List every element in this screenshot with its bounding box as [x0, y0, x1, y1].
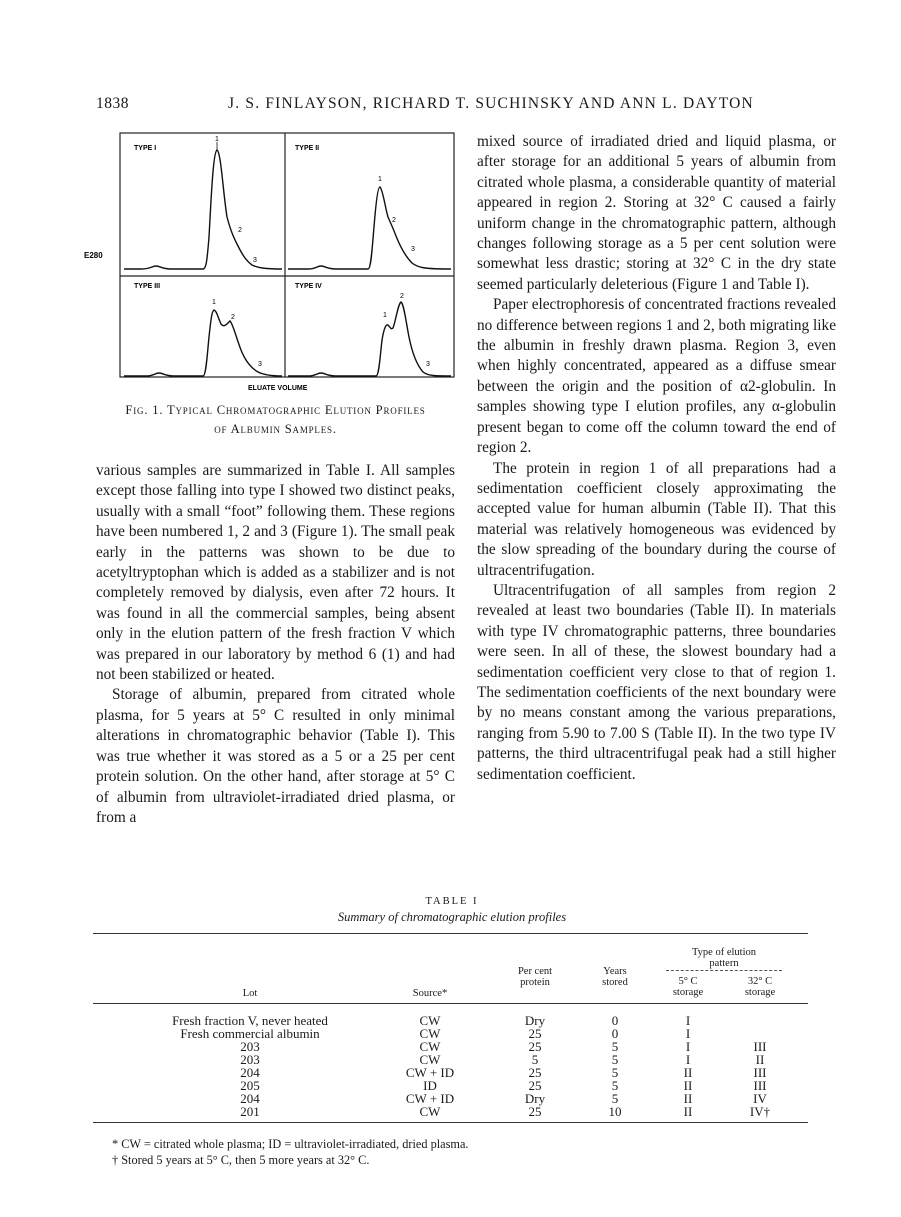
- cell-thirtytwo: III: [753, 1078, 767, 1093]
- panel-title-type-i: TYPE I: [134, 145, 157, 152]
- peak-label-iv-1: 1: [383, 312, 387, 319]
- cell-years: 5: [611, 1065, 619, 1080]
- cell-source: CW + ID: [405, 1091, 455, 1106]
- right-paragraph-2: Paper electrophoresis of concentrated fractions revealed no difference between regions 1 and 2, both migrating like the albumin in freshly drawn plasma. Region 3, even when highly concentrated, appeared as a diffuse smear between the origin and the position of α2-globulin. In samples showing type I elution profiles, any α-globulin present began to come off the column toward the end of region 2.: [477, 296, 836, 457]
- table-top-rule: [93, 933, 808, 934]
- panel-title-type-ii: TYPE II: [295, 145, 320, 152]
- cell-percent: Dry: [524, 1013, 546, 1028]
- curve-type-i: [124, 150, 282, 269]
- cell-source: CW: [419, 1039, 441, 1054]
- page-number: 1838: [96, 95, 129, 112]
- cell-percent: 25: [528, 1078, 542, 1093]
- x-axis-label: ELUATE VOLUME: [248, 385, 308, 392]
- cell-lot: 201: [240, 1104, 260, 1119]
- peak-label-i-3: 3: [253, 257, 257, 264]
- cell-five: I: [685, 1039, 691, 1054]
- table-subtitle: Summary of chromatographic elution profiles: [337, 910, 567, 924]
- peak-label-iii-2: 2: [231, 314, 235, 321]
- cell-source: ID: [423, 1078, 437, 1093]
- table-footnote-1: * CW = citrated whole plasma; ID = ultraviolet-irradiated, dried plasma.: [112, 1137, 469, 1151]
- peak-label-iii-3: 3: [258, 361, 262, 368]
- figure-frame: [120, 133, 454, 377]
- cell-lot: 204: [240, 1065, 260, 1080]
- cell-years: 5: [611, 1039, 619, 1054]
- table-footnote-2: † Stored 5 years at 5° C, then 5 more years at 32° C.: [112, 1153, 370, 1167]
- cell-lot: 203: [240, 1039, 260, 1054]
- panel-title-type-iii: TYPE III: [134, 283, 161, 290]
- header-thirtytwo-c: 32° C storage: [744, 976, 776, 998]
- table-bottom-rule: [93, 1122, 808, 1123]
- cell-years: 5: [611, 1052, 619, 1067]
- y-axis-label: E280: [84, 251, 103, 260]
- cell-source: CW: [419, 1026, 441, 1041]
- elution-profiles-figure: [84, 132, 456, 394]
- left-paragraph-2: Storage of albumin, prepared from citrated whole plasma, for 5 years at 5° C resulted in only minimal alterations in chromatographic behavior (Table I). This was true whether it was stored as a 5 or a 25 per cent protein solution. On the other hand, after storage at 5° C of albumin from ultraviolet-irradiated dried plasma, or from a: [96, 686, 455, 826]
- cell-percent: 25: [528, 1039, 542, 1054]
- cell-years: 0: [611, 1026, 619, 1041]
- cell-lot: 205: [240, 1078, 260, 1093]
- header-five-c: 5° C storage: [672, 976, 704, 998]
- cell-thirtytwo: II: [755, 1052, 765, 1067]
- header-years: Years stored: [602, 966, 628, 988]
- cell-five: II: [683, 1065, 693, 1080]
- cell-source: CW: [419, 1104, 441, 1119]
- left-column: [96, 461, 455, 828]
- cell-years: 0: [611, 1013, 619, 1028]
- cell-lot: 203: [240, 1052, 260, 1067]
- cell-percent: 25: [528, 1065, 542, 1080]
- caption-line-2: of Albumin Samples.: [214, 422, 337, 436]
- cell-years: 10: [608, 1104, 622, 1119]
- peak-label-i-1: 1: [215, 136, 219, 143]
- cell-percent: 25: [528, 1026, 542, 1041]
- header-percent: Per cent protein: [517, 966, 553, 988]
- left-paragraph-1: various samples are summarized in Table I. All samples except those falling into type I showed two distinct peaks, usually with a small “foot” following them. These regions have been numbered 1, 2 and 3 (Figure 1). The small peak early in the patterns was shown to be due to acetyltryptophan which is added as a stabilizer and is not completely removed by dialysis, even after 72 hours. It was found in all the commercial samples, being absent only in the elution pattern of the fresh fraction V which was prepared in our laboratory by method 6 (1) and had not been stabilized or heated.: [96, 462, 455, 684]
- right-paragraph-1: mixed source of irradiated dried and liquid plasma, or after storage for an additional 5 years of albumin from citrated whole plasma, a considerable quantity of material appeared in region 2. Storing at 32° C caused a fairly uniform change in the chromatographic pattern, although changes following storage as a 5 per cent solution were somewhat less drastic; storing at 32° C in the dry state seemed particularly deleterious (Figure 1 and Table I).: [477, 133, 836, 293]
- figure-1: [84, 132, 456, 399]
- table-header-rule: [93, 1003, 808, 1004]
- running-head-authors: J. S. FINLAYSON, RICHARD T. SUCHINSKY AND ANN L. DAYTON: [228, 95, 754, 112]
- curve-type-ii: [288, 187, 451, 269]
- peak-label-ii-3: 3: [411, 246, 415, 253]
- right-column: [477, 132, 836, 785]
- cell-source: CW: [419, 1052, 441, 1067]
- type-group-rule: [666, 970, 782, 971]
- cell-five: II: [683, 1104, 693, 1119]
- cell-thirtytwo: III: [753, 1065, 767, 1080]
- cell-five: II: [683, 1078, 693, 1093]
- cell-five: I: [685, 1026, 691, 1041]
- peak-label-iv-2: 2: [400, 293, 404, 300]
- cell-thirtytwo: IV: [753, 1091, 767, 1106]
- header-type-group: Type of elution pattern: [692, 947, 756, 969]
- peak-label-ii-2: 2: [392, 217, 396, 224]
- right-paragraph-4: Ultracentrifugation of all samples from region 2 revealed at least two boundaries (Table II). In materials with type IV chromatographic patterns, three boundaries were seen. In all of these, the slowest boundary had a sedimentation coefficient very close to that of region 1. The sedimentation coefficients of the next boundary were by no means constant among the various preparations, ranging from 5.90 to 7.00 S (Table II). In the two type IV patterns, the third ultracentrifugal peak had a still higher sedimentation coefficient.: [477, 581, 836, 783]
- cell-years: 5: [611, 1091, 619, 1106]
- header-lot: Lot: [242, 988, 258, 999]
- cell-lot: Fresh commercial albumin: [180, 1026, 320, 1041]
- panel-title-type-iv: TYPE IV: [295, 283, 322, 290]
- cell-five: II: [683, 1091, 693, 1106]
- figure-caption: [96, 401, 455, 439]
- peak-label-i-2: 2: [238, 227, 242, 234]
- header-source: Source*: [412, 988, 448, 999]
- cell-percent: Dry: [524, 1091, 546, 1106]
- peak-label-iv-3: 3: [426, 361, 430, 368]
- cell-thirtytwo: III: [753, 1039, 767, 1054]
- cell-five: I: [685, 1052, 691, 1067]
- cell-years: 5: [611, 1078, 619, 1093]
- peak-label-ii-1: 1: [378, 176, 382, 183]
- cell-lot: Fresh fraction V, never heated: [172, 1013, 328, 1028]
- cell-percent: 5: [531, 1052, 539, 1067]
- cell-percent: 25: [528, 1104, 542, 1119]
- cell-source: CW: [419, 1013, 441, 1028]
- table-title: TABLE I: [425, 896, 479, 907]
- peak-label-iii-1: 1: [212, 299, 216, 306]
- caption-line-1: Fig. 1. Typical Chromatographic Elution Profiles: [125, 403, 426, 417]
- right-paragraph-3: The protein in region 1 of all preparations had a sedimentation coefficient closely approximating the accepted value for human albumin (Table II). That this material was relatively homogeneous was evidenced by the slow spreading of the boundary during the course of ultracentrifugation.: [477, 459, 836, 579]
- cell-source: CW + ID: [405, 1065, 455, 1080]
- cell-thirtytwo: IV†: [749, 1104, 771, 1119]
- cell-five: I: [685, 1013, 691, 1028]
- cell-lot: 204: [240, 1091, 260, 1106]
